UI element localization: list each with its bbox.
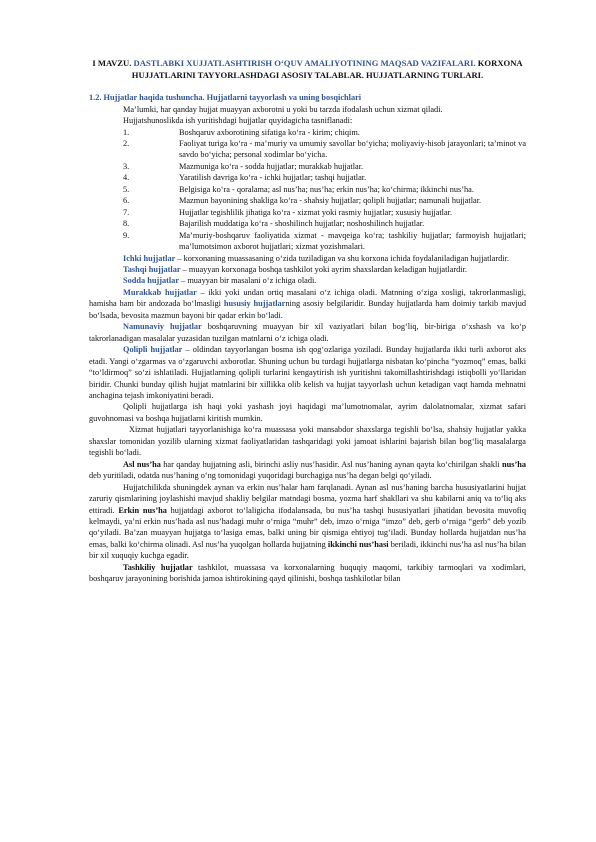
list-item-text: Bajarilish muddatiga ko‘ra - shoshilinch hujjatlar; noshoshilinch hujjatlar. <box>179 219 425 229</box>
hujjatchilik-text-c: beriladi, ikkinchi nus’ha asl nus’ha bilan bir xil xuquqiy kuchga egadir. <box>89 539 526 561</box>
section-heading: 1.2. Hujjatlar haqida tushuncha. Hujjatlarni tayyorlash va uning bosqichlari <box>89 93 362 103</box>
hujjatchilik-paragraph <box>89 482 526 562</box>
list-item-text: Faoliyat turiga ko‘ra - ma’muriy va umumiy savollar bo‘yicha; moliyaviy-hisob jarayonlari; ta’minot va savdo bo‘yicha; personal xodimlar bo‘yicha. <box>179 139 526 160</box>
erkin-term: Erkin nus’ha <box>118 505 167 515</box>
list-item <box>89 207 526 218</box>
sodda-text: – muayyan bir masalani o‘z ichiga oladi. <box>179 276 317 286</box>
list-item <box>89 138 526 161</box>
tashqi-text: – muayyan korxonaga boshqa tashkilot yoki ayrim shaxslardan keladigan hujjatlardir. <box>180 264 467 274</box>
asl-term: Asl nus’ha <box>123 459 161 469</box>
nusha-term: nus’ha <box>502 459 526 469</box>
document-title <box>89 58 526 81</box>
list-item-text: Hujjatlar tegishlilik jihatiga ko‘ra - xizmat yoki rasmiy hujjatlar; xususiy hujjatlar. <box>179 207 453 217</box>
xizmat-paragraph: Xizmat hujjatlari tayyorlanishiga ko‘ra muassasa yoki mansabdor shaxslarga tegishli bo‘lsa, shahsiy hujjatlar yakka shaxslar tomonidan yozilib ularning xizmat faoliyatlaridan tashqaridagi yoki jamoat ishlarini bajarish bilan bog‘liq masalalarga tegishli bo‘ladi. <box>89 425 526 458</box>
asl-text-b: deb yuritiladi, odatda nus’haning o‘ng tomonidagi yuqoridagi burchagiga nus’ha degan belgi qo‘yiladi. <box>89 471 432 481</box>
murakkab-term: Murakkab hujjatlar <box>123 287 197 297</box>
classification-list <box>89 127 526 253</box>
hujjatchilik-text-b: hujjatdagi axborot to‘laligicha ifodalansada, bu nus’ha tashqi hususiyatlari jihatidan bevosita muvofiq kelmaydi, ya’ni erkin nus’hada asl nus’hadagi muhr o‘rniga “muhr” deb, imzo o‘rniga “imzo” deb, gerb o‘rniga “gerb” deb yozib qo‘yiladi. Ba’zan muayyan hujjatga to‘lasiga emas, balki uning bir qismiga ehtiyoj tug‘iladi. Bunday hollarda hujjatdan nus’ha emas, balki ko‘chirma olinadi. Asl nus’ha yuqolgan hollarda hujjatning <box>89 505 526 549</box>
murakkab-definition <box>89 287 526 321</box>
namunaviy-text: boshqaruvning muayyan bir xil vaziyatlari bilan bog‘liq, bir-biriga o‘xshash va ko‘p takrorlanadigan masalalar yuzasidan tuzilgan matnlarni o‘z ichiga oladi. <box>89 322 526 343</box>
murakkab-text-b: ning asosiy belgilaridir. Bunday hujjatlarda ham doimiy tarkib mavjud bo‘lsada, bevosita mazmun bayoni bir qadar erkin bo‘ladi. <box>89 299 527 320</box>
document-page <box>89 58 526 585</box>
title-rest: KORXONA HUJJATLARINI TAYYORLASHDAGI ASOSIY TALABLAR. HUJJATLARNING TURLARI. <box>131 58 523 80</box>
list-item-text: Yaratilish davriga ko‘ra - ichki hujjatlar; tashqi hujjatlar. <box>179 173 367 183</box>
list-item-number: 4. <box>123 173 130 183</box>
list-item <box>89 127 526 138</box>
sodda-definition <box>89 275 526 286</box>
list-item <box>89 218 526 229</box>
intro-paragraph-2: Hujjatshunoslikda ish yuritishdagi hujjatlar quyidagicha tasniflanadi: <box>123 116 353 126</box>
namunaviy-term: Namunaviy hujjatlar <box>123 322 202 332</box>
title-blue-part: DASTLABKI XUJJATLASHTIRISH O‘QUV AMALIYOTINING MAQSAD VAZIFALARI. <box>133 58 476 68</box>
list-item-number: 3. <box>123 161 130 171</box>
ichki-definition <box>89 253 526 264</box>
tashkiliy-text: tashkilot, muassasa va korxonalarning huquqiy maqomi, tarkibiy tarmoqlari va xodimlari, boshqaruv jarayonining borishida jamoa ishtirokining qayd qilinishi, boshqa tashkilotlar bilan <box>89 562 526 584</box>
hujjatchilik-text-a: Hujjatchilikda shuningdek aynan va erkin nus’halar ham farqlanadi. Aynan asl nus’haning barcha hususiyatlarini hujjat zaruriy qismlarining joylashishi mavjud shakliy belgilar matndagi bosma, yozma harf shakllari va shu kabilarni aniq va to‘liq aks ettiradi. <box>89 482 526 515</box>
tashqi-term: Tashqi hujjatlar <box>123 264 181 274</box>
qolipli-definition <box>89 344 526 401</box>
list-item-number: 2. <box>123 139 130 148</box>
ikkinchi-term: ikkinchi nus’hasi <box>327 539 389 549</box>
list-item-number: 5. <box>123 184 130 194</box>
list-item-number: 9. <box>123 230 130 240</box>
murakkab-text-a: – ikki yoki undan ortiq masalani o‘z ichiga oladi. Matnning o‘ziga xosligi, takrorlanmasligi, hamisha ham bir andozada bo‘lmasligi <box>89 287 526 309</box>
list-item-number: 6. <box>123 196 130 206</box>
sodda-term: Sodda hujjatlar <box>123 276 180 286</box>
asl-text-a: har qanday hujjatning asli, birinchi asliy nus’hasidir. Asl nus’haning aynan qayta ko‘chirilgan shakli <box>160 459 502 469</box>
list-item <box>89 172 526 183</box>
tashqi-definition <box>89 264 526 275</box>
qolipli-term: Qolipli hujjatlar <box>123 345 183 355</box>
list-item-number: 8. <box>123 219 130 229</box>
list-item-text: Belgisiga ko‘ra - qoralama; asl nus’ha; nus’ha; erkin nus’ha; ko‘chirma; ikkinchi nus’ha. <box>179 184 474 194</box>
title-prefix: I MAVZU. <box>92 58 134 68</box>
intro-paragraph-1: Ma’lumki, har qanday hujjat muayyan axborotni u yoki bu tarzda ifodalash uchun xizmat qiladi. <box>123 104 443 114</box>
list-item-text: Boshqaruv axborotining sifatiga ko‘ra - kirim; chiqim. <box>179 127 360 137</box>
qolipli-text: – oldindan tayyorlangan bosma ish qog‘ozlariga yoziladi. Bunday hujjatlarda ikki turli axborot aks etadi. Yangi o‘zgarmas va o‘zgaruvchi axborotlar. Shuning uchun bu turdagi hujjatlarga nisbatan ko‘pincha “yozmoq” emas, balki “to‘ldirmoq” so‘zi ishlatiladi. Hujjatlarning qolipli turlarini kengaytirish ish yuritishni takomillashtirishdagi istiqbolli yo‘llaridan biridir. Chunki bunday qilish hujjat matnlarini bir xillikka olib kelish va hujjat tayyorlash uchun ketadigan vaqt hamda mehnatni anchagina tejash imkoniyatini beradi. <box>89 345 526 400</box>
tashkiliy-term: Tashkiliy hujjatlar <box>123 562 193 572</box>
list-item <box>89 195 526 206</box>
list-item-number: 1. <box>123 127 130 137</box>
asl-nusha-paragraph <box>89 459 526 482</box>
namunaviy-definition <box>89 321 526 344</box>
list-item-text: Mazmuniga ko‘ra - sodda hujjatlar; murakkab hujjatlar. <box>179 161 364 171</box>
hususiy-term: hususiy hujjatlar <box>223 299 286 309</box>
list-item <box>89 230 526 253</box>
list-item-number: 7. <box>123 207 130 217</box>
ichki-term: Ichki hujjatlar <box>123 253 176 263</box>
list-item-text: Mazmun bayonining shakliga ko‘ra - shahsiy hujjatlar; qolipli hujjatlar; namunali hujjatlar. <box>179 196 482 206</box>
list-item-text: Ma’muriy-boshqaruv faoliyatida xizmat - mavqeiga ko‘ra; tashkiliy hujjatlar; farmoyish hujjatlari; ma’lumotsimon axborot hujjatlari; xizmat yozishmalari. <box>179 230 526 252</box>
list-item <box>89 184 526 195</box>
ichki-text: – korxonaning muassasaning o‘zida tuziladigan va shu korxona ichida foydalaniladigan hujjatlardir. <box>175 253 509 263</box>
qolipli-examples-paragraph: Qolipli hujjatlarga ish haqi yoki yashash joyi haqidagi ma’lumotnomalar, ayrim dalolatnomalar, xizmat safari guvohnomasi va boshqa hujjatlarni kiritish mumkin. <box>89 402 526 423</box>
tashkiliy-paragraph <box>89 562 526 585</box>
list-item <box>89 161 526 172</box>
